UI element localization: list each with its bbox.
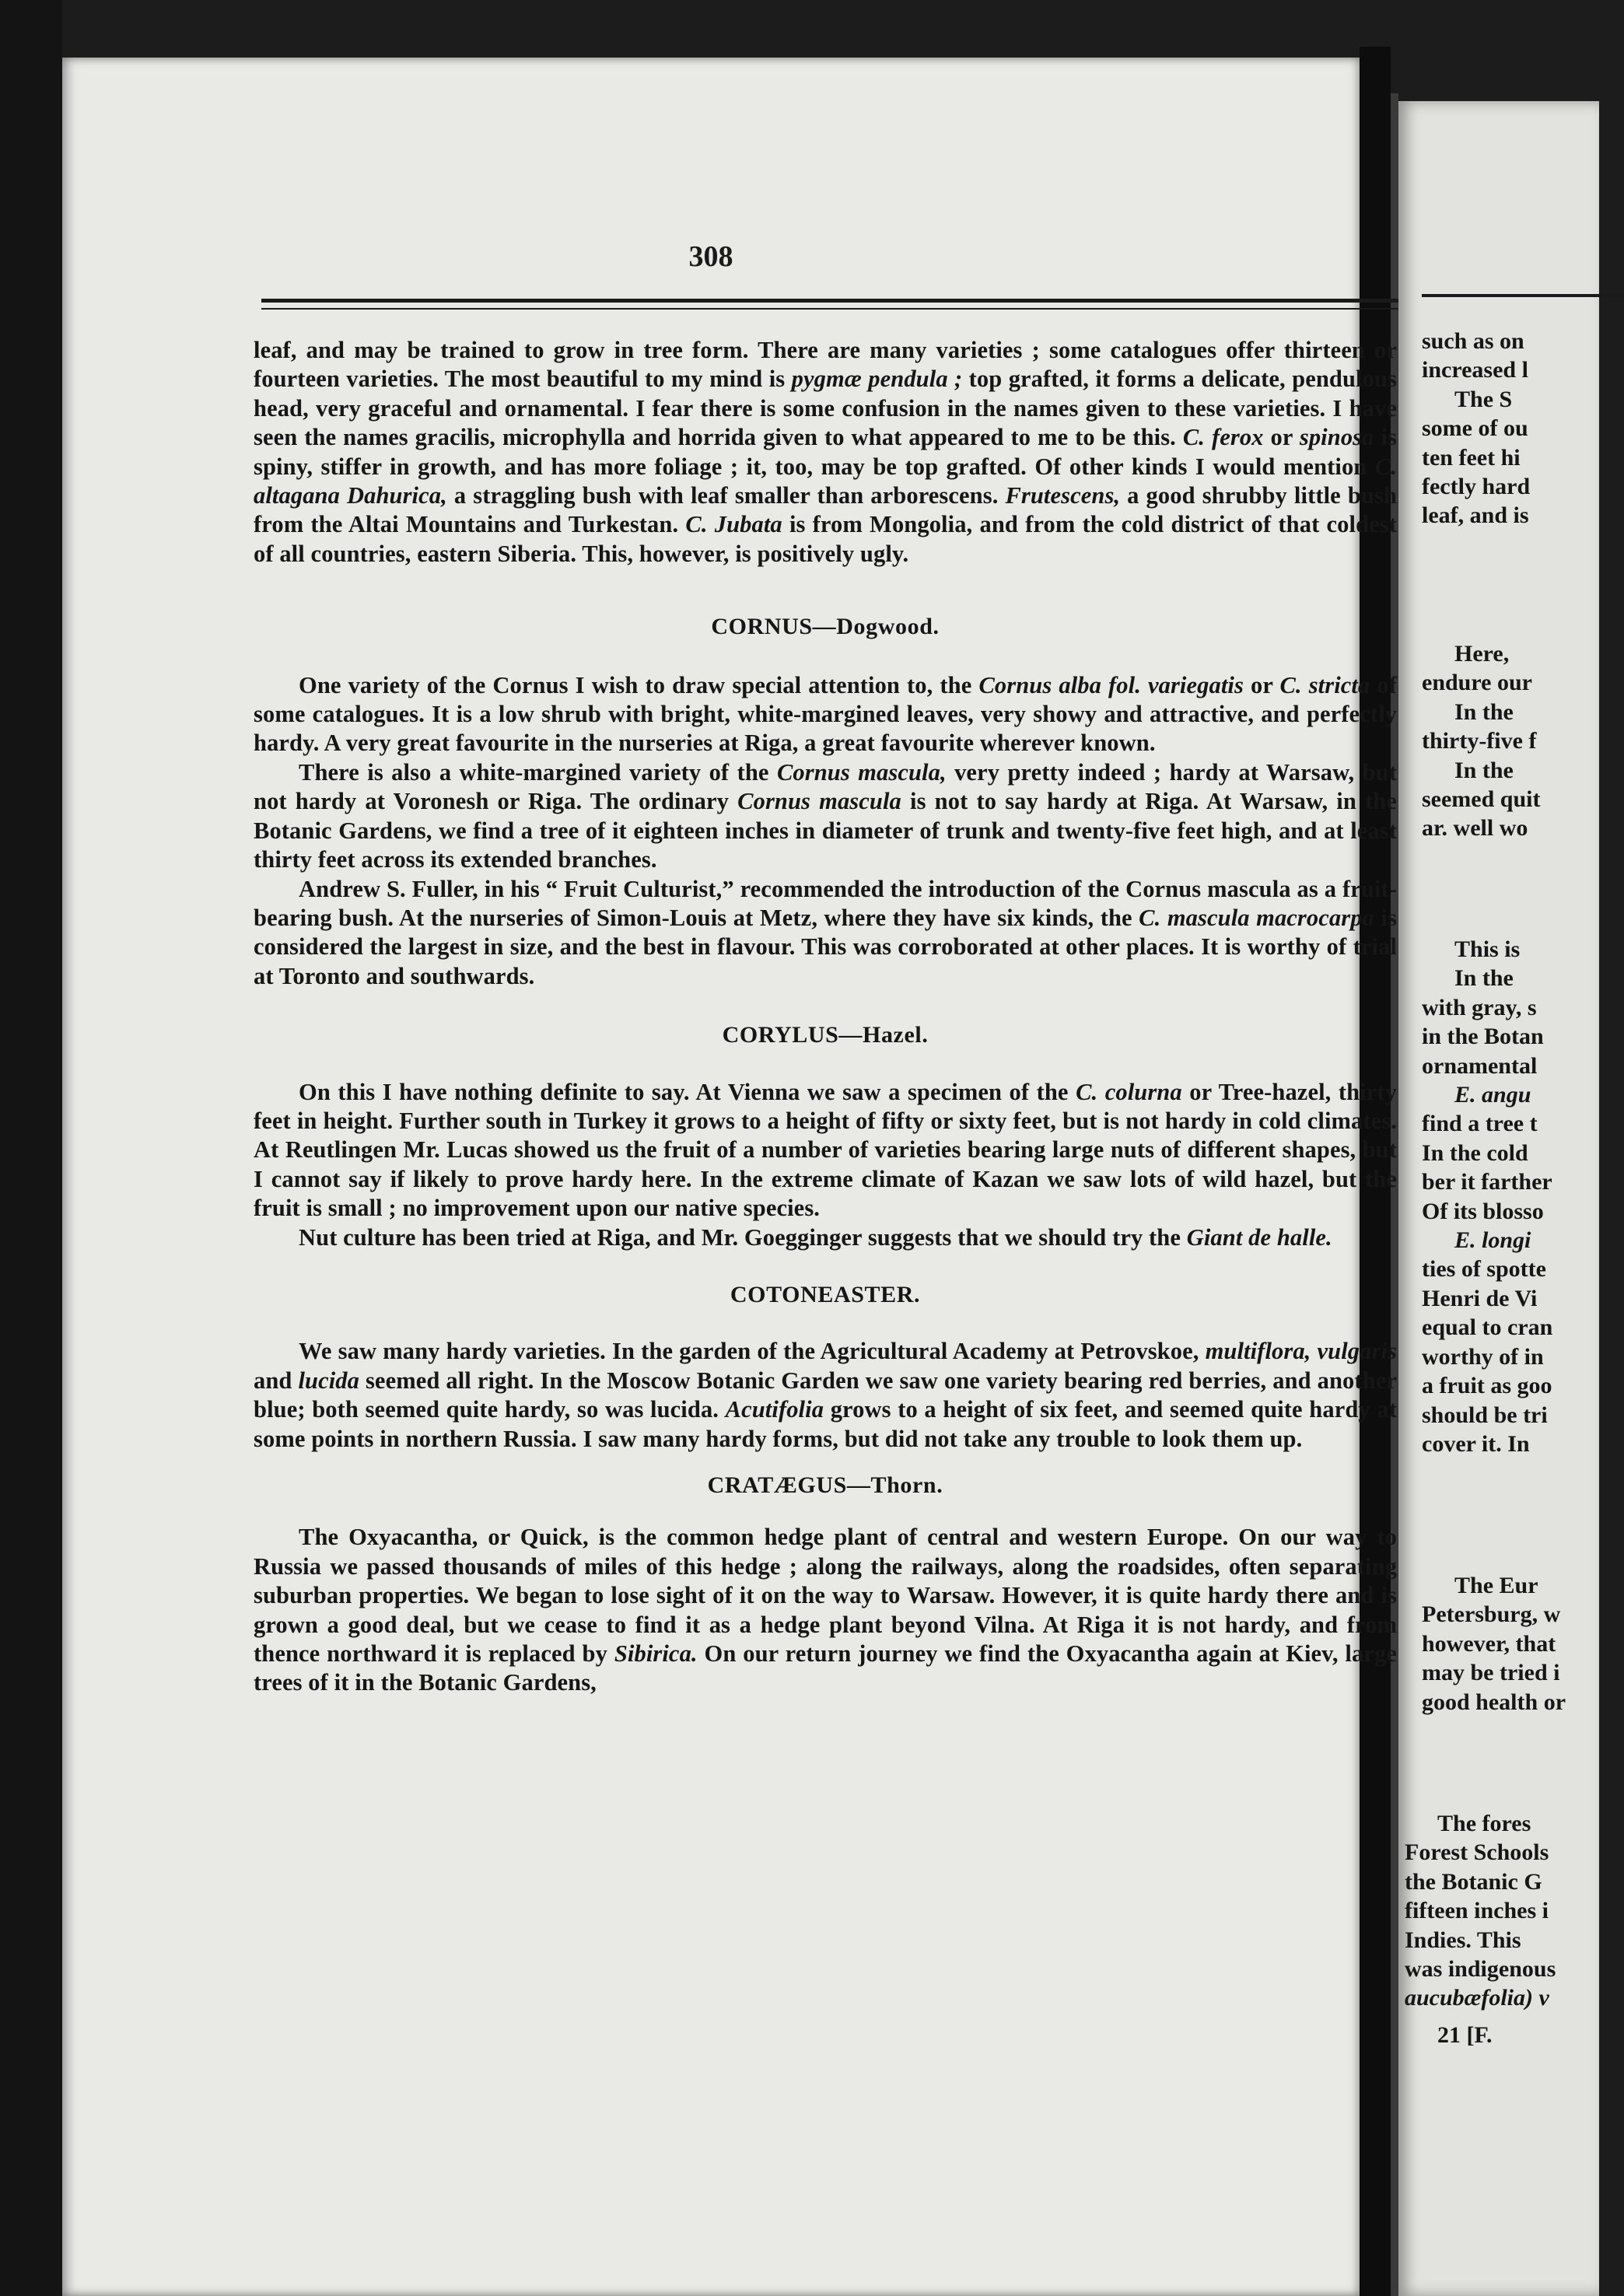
paragraph-hazel: On this I have nothing definite to say. At Vienna we saw a specimen of the C. colurna or Tree-hazel, thirty feet in height. Further south in Turkey it grows to a height of fifty or sixty feet, but is not hardy in cold climates. At Reutlingen Mr. Lucas showed us the fruit of a number of varieties bearing large nuts of different shapes, but I cannot say if likely to prove hardy here. In the extreme climate of Kazan we saw lots of wild hazel, but the fruit is small ; no improvement upon our native species. bbox=[254, 1078, 1398, 1222]
right-block-2: Here, endure our In the thirty-five f In the seemed quit ar. well wo bbox=[1422, 641, 1541, 842]
header-rule-thick bbox=[261, 299, 1402, 303]
right-header-rule bbox=[1422, 294, 1624, 297]
page-number: 308 bbox=[688, 240, 733, 273]
paragraph-caragana: leaf, and may be trained to grow in tree form. There are many varieties ; some catalogues offer thirteen or fourteen varieties. The most beautiful to my mind is pygmæ pendula ; top grafted, it forms a delicate, pendulous head, very graceful and ornamental. I fear there is some confusion in the names given to these varieties. I have seen the names gracilis, microphylla and horrida given to what appeared to me to be this. C. ferox or spinosa is spiny, stiffer in growth, and has more foliage ; it, too, may be top grafted. Of other kinds I would mention C. altagana Dahurica, a straggling bush with leaf smaller than arborescens. Frutescens, a good shrubby little bush from the Altai Mountains and Turkestan. C. Jubata is from Mongolia, and from the cold district of that coldest of all countries, eastern Siberia. This, however, is positively ugly. bbox=[254, 337, 1397, 567]
right-block-1: such as on increased l The S some of ou ten feet hi fectly hard leaf, and is bbox=[1422, 328, 1531, 529]
paragraph-cotoneaster: We saw many hardy varieties. In the garden of the Agricultural Academy at Petrovskoe, multiflora, vulgaris and lucida seemed all right. In the Moscow Botanic Garden we saw one variety bearing red berries, and another blue; both seemed quite hardy, so was lucida. Acutifolia grows to a height of six feet, and seemed quite hardy at some points in northern Russia. I saw many hardy forms, but did not take any trouble to look them up. bbox=[254, 1338, 1398, 1452]
paragraph-cornus-mascula: There is also a white-margined variety of the Cornus mascula, very pretty indeed ; hardy at Warsaw, but not hardy at Voronesh or Riga. The ordinary Cornus mascula is not to say hardy at Riga. At Warsaw, in the Botanic Gardens, we find a tree of it eighteen inches in diameter of trunk and twenty-five feet high, and at least thirty feet across its extended branches. bbox=[254, 758, 1398, 873]
paragraph-fuller: Andrew S. Fuller, in his “ Fruit Culturist,” recommended the introduction of the Cornus mascula as a fruit-bearing bush. At the nurseries of Simon-Louis at Metz, where they have six kinds, the C. mascula macrocarpa is considered the largest in size, and the best in flavour. This was corroborated at other places. It is worthy of trial at Toronto and southwards. bbox=[254, 875, 1397, 989]
heading-crataegus: CRATÆGUS—Thorn. bbox=[707, 1472, 943, 1498]
paragraph-cornus-alba: One variety of the Cornus I wish to draw special attention to, the Cornus alba fol. variegatis or C. stricta of some catalogues. It is a low shrub with bright, white-margined leaves, very showy and attractive, and perfectly hardy. A very great favourite in the nurseries at Riga, a great favourite wherever known. bbox=[254, 671, 1398, 757]
heading-corylus: CORYLUS—Hazel. bbox=[722, 1022, 929, 1048]
paragraph-nut-culture: Nut culture has been tried at Riga, and Mr. Goegginger suggests that we should try the Giant de halle. bbox=[299, 1223, 1332, 1251]
right-page-fragment bbox=[1398, 101, 1599, 2296]
left-page bbox=[62, 58, 1398, 2296]
scanner-edge bbox=[0, 0, 62, 2296]
right-block-5: The fores Forest Schools the Botanic G fifteen inches i Indies. This was indigenous aucubæfolia) v 21 [F. bbox=[1405, 1811, 1556, 2048]
right-block-4: The Eur Petersburg, w however, that may be tried i good health or bbox=[1422, 1573, 1566, 1715]
page-body bbox=[254, 336, 1397, 1698]
right-block-3: This is In the with gray, s in the Botan ornamental E. angu find a tree t In the cold ber it farther Of its blosso E. longi ties of spotte Henri de Vi equal to cran worthy of in a fruit as goo should be tri cover it. In bbox=[1422, 936, 1553, 1457]
header-rule-thin bbox=[261, 308, 1402, 310]
paragraph-oxyacantha: The Oxyacantha, or Quick, is the common hedge plant of central and western Europe. On our way to Russia we passed thousands of miles of this hedge ; along the railways, along the roadsides, often separating suburban properties. We began to lose sight of it on the way to Warsaw. However, it is quite hardy there and is grown a good deal, but we cease to find it as a hedge plant beyond Vilna. At Riga it is not hardy, and from thence northward it is replaced by Sibirica. On our return journey we find the Oxyacantha again at Kiev, large trees of it in the Botanic Gardens, bbox=[254, 1524, 1397, 1696]
heading-cotoneaster: COTONEASTER. bbox=[730, 1281, 921, 1307]
heading-cornus: CORNUS—Dogwood. bbox=[711, 614, 940, 640]
